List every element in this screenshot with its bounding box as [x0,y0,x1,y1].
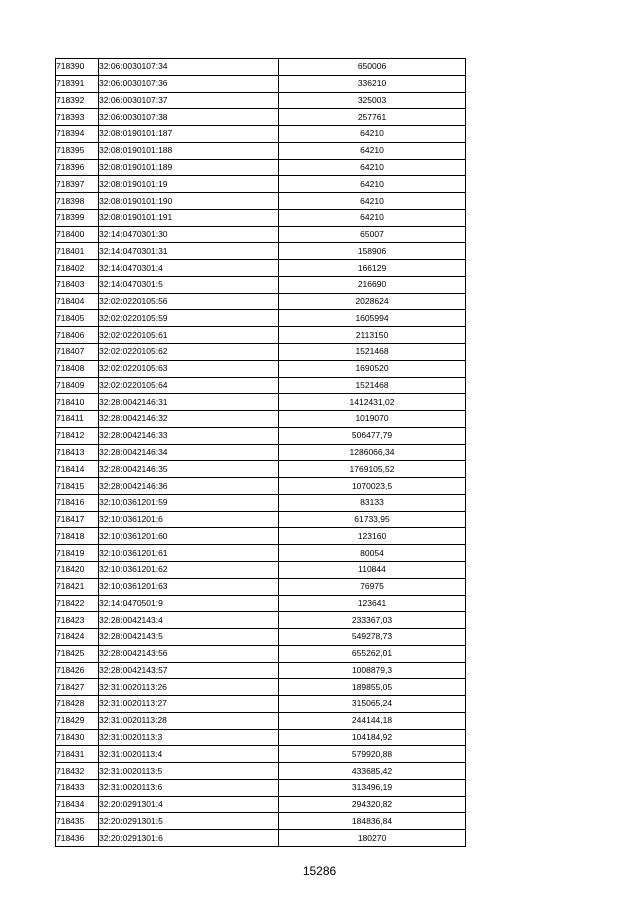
row-number-cell: 718398 [56,193,99,210]
row-number-cell: 718391 [56,75,99,92]
row-number-cell: 718424 [56,629,99,646]
row-number-cell: 718428 [56,696,99,713]
table-row [56,830,466,847]
table-row [56,528,466,545]
cadastral-number-cell: 32:02:0220105:62 [99,344,279,361]
row-number-cell: 718410 [56,394,99,411]
cadastral-number-cell: 32:08:0190101:187 [99,126,279,143]
cadastral-value-cell: 313496,19 [279,779,466,796]
page-number: 15286 [302,864,337,878]
table-row [56,276,466,293]
cadastral-value-cell: 336210 [279,75,466,92]
row-number-cell: 718431 [56,746,99,763]
cadastral-value-cell: 1008879,3 [279,662,466,679]
cadastral-value-cell: 65007 [279,226,466,243]
cadastral-value-cell: 1286066,34 [279,444,466,461]
cadastral-number-cell: 32:06:0030107:36 [99,75,279,92]
table-row [56,712,466,729]
table-row [56,75,466,92]
table-body [56,59,466,847]
cadastral-value-cell: 655262,01 [279,645,466,662]
row-number-cell: 718394 [56,126,99,143]
cadastral-number-cell: 32:28:0042143:57 [99,662,279,679]
cadastral-number-cell: 32:31:0020113:5 [99,763,279,780]
table-row [56,360,466,377]
table-row [56,394,466,411]
cadastral-number-cell: 32:08:0190101:19 [99,176,279,193]
row-number-cell: 718399 [56,209,99,226]
cadastral-value-cell: 2028624 [279,293,466,310]
cadastral-value-cell: 1521468 [279,377,466,394]
cadastral-number-cell: 32:02:0220105:61 [99,327,279,344]
cadastral-number-cell: 32:02:0220105:64 [99,377,279,394]
cadastral-number-cell: 32:28:0042143:5 [99,629,279,646]
row-number-cell: 718412 [56,427,99,444]
table-row [56,109,466,126]
cadastral-number-cell: 32:02:0220105:59 [99,310,279,327]
row-number-cell: 718435 [56,813,99,830]
cadastral-value-cell: 76975 [279,578,466,595]
row-number-cell: 718423 [56,612,99,629]
row-number-cell: 718393 [56,109,99,126]
cadastral-value-cell: 2113150 [279,327,466,344]
cadastral-number-cell: 32:20:0291301:4 [99,796,279,813]
cadastral-number-cell: 32:02:0220105:56 [99,293,279,310]
table-row [56,427,466,444]
table-row [56,763,466,780]
cadastral-number-cell: 32:14:0470301:30 [99,226,279,243]
row-number-cell: 718427 [56,679,99,696]
cadastral-number-cell: 32:28:0042146:35 [99,461,279,478]
cadastral-value-cell: 123160 [279,528,466,545]
cadastral-number-cell: 32:14:0470501:9 [99,595,279,612]
cadastral-number-cell: 32:06:0030107:38 [99,109,279,126]
table-row [56,377,466,394]
table-row [56,310,466,327]
table-row [56,159,466,176]
cadastral-value-cell: 166129 [279,260,466,277]
cadastral-number-cell: 32:28:0042146:36 [99,478,279,495]
table-row [56,746,466,763]
row-number-cell: 718404 [56,293,99,310]
cadastral-number-cell: 32:20:0291301:6 [99,830,279,847]
cadastral-value-cell: 64210 [279,193,466,210]
table-row [56,578,466,595]
row-number-cell: 718407 [56,344,99,361]
cadastral-number-cell: 32:28:0042143:56 [99,645,279,662]
cadastral-value-cell: 64210 [279,176,466,193]
row-number-cell: 718418 [56,528,99,545]
row-number-cell: 718426 [56,662,99,679]
row-number-cell: 718420 [56,561,99,578]
row-number-cell: 718411 [56,411,99,428]
table-row [56,494,466,511]
row-number-cell: 718415 [56,478,99,495]
row-number-cell: 718413 [56,444,99,461]
row-number-cell: 718401 [56,243,99,260]
table-row [56,511,466,528]
table-row [56,545,466,562]
cadastral-value-cell: 579920,88 [279,746,466,763]
table-row [56,813,466,830]
table-row [56,344,466,361]
cadastral-value-cell: 64210 [279,159,466,176]
cadastral-value-cell: 123641 [279,595,466,612]
cadastral-number-cell: 32:14:0470301:5 [99,276,279,293]
table-row [56,243,466,260]
cadastral-value-cell: 433685,42 [279,763,466,780]
cadastral-value-cell: 1019070 [279,411,466,428]
row-number-cell: 718429 [56,712,99,729]
cadastral-number-cell: 32:08:0190101:189 [99,159,279,176]
cadastral-number-cell: 32:28:0042146:33 [99,427,279,444]
cadastral-number-cell: 32:06:0030107:37 [99,92,279,109]
cadastral-number-cell: 32:10:0361201:63 [99,578,279,595]
table-row [56,327,466,344]
row-number-cell: 718425 [56,645,99,662]
table-row [56,779,466,796]
table-row [56,561,466,578]
table-row [56,59,466,76]
row-number-cell: 718396 [56,159,99,176]
table-row [56,796,466,813]
row-number-cell: 718390 [56,59,99,76]
cadastral-value-cell: 549278,73 [279,629,466,646]
cadastral-value-cell: 64210 [279,209,466,226]
cadastral-number-cell: 32:20:0291301:5 [99,813,279,830]
table-row [56,478,466,495]
row-number-cell: 718392 [56,92,99,109]
cadastral-value-cell: 233367,03 [279,612,466,629]
row-number-cell: 718408 [56,360,99,377]
row-number-cell: 718433 [56,779,99,796]
cadastral-value-cell: 216690 [279,276,466,293]
cadastral-number-cell: 32:10:0361201:6 [99,511,279,528]
cadastral-number-cell: 32:08:0190101:188 [99,142,279,159]
row-number-cell: 718430 [56,729,99,746]
table-row [56,696,466,713]
cadastral-number-cell: 32:02:0220105:63 [99,360,279,377]
row-number-cell: 718397 [56,176,99,193]
table-row [56,629,466,646]
cadastral-value-cell: 1605994 [279,310,466,327]
row-number-cell: 718417 [56,511,99,528]
table-row [56,645,466,662]
row-number-cell: 718403 [56,276,99,293]
cadastral-value-cell: 244144,18 [279,712,466,729]
cadastral-number-cell: 32:31:0020113:28 [99,712,279,729]
cadastral-value-cell: 1412431,02 [279,394,466,411]
cadastral-value-table [55,58,466,847]
row-number-cell: 718406 [56,327,99,344]
cadastral-number-cell: 32:31:0020113:27 [99,696,279,713]
cadastral-value-cell: 61733,95 [279,511,466,528]
table-row [56,612,466,629]
row-number-cell: 718421 [56,578,99,595]
cadastral-number-cell: 32:28:0042146:32 [99,411,279,428]
cadastral-value-cell: 315065,24 [279,696,466,713]
table-row [56,595,466,612]
cadastral-value-cell: 325003 [279,92,466,109]
table-row [56,176,466,193]
cadastral-number-cell: 32:28:0042143:4 [99,612,279,629]
cadastral-value-cell: 1521468 [279,344,466,361]
row-number-cell: 718405 [56,310,99,327]
row-number-cell: 718432 [56,763,99,780]
table-row [56,260,466,277]
cadastral-value-cell: 180270 [279,830,466,847]
row-number-cell: 718419 [56,545,99,562]
cadastral-number-cell: 32:10:0361201:62 [99,561,279,578]
table-row [56,662,466,679]
row-number-cell: 718416 [56,494,99,511]
cadastral-value-cell: 294320,82 [279,796,466,813]
cadastral-value-cell: 110844 [279,561,466,578]
cadastral-number-cell: 32:06:0030107:34 [99,59,279,76]
cadastral-number-cell: 32:08:0190101:190 [99,193,279,210]
table-row [56,411,466,428]
table-row [56,193,466,210]
cadastral-value-cell: 650006 [279,59,466,76]
table-row [56,209,466,226]
table-row [56,126,466,143]
table-row [56,142,466,159]
cadastral-value-cell: 257761 [279,109,466,126]
table-row [56,679,466,696]
cadastral-number-cell: 32:10:0361201:61 [99,545,279,562]
cadastral-value-cell: 506477,79 [279,427,466,444]
cadastral-number-cell: 32:10:0361201:59 [99,494,279,511]
cadastral-value-cell: 64210 [279,142,466,159]
cadastral-value-cell: 64210 [279,126,466,143]
table-row [56,461,466,478]
row-number-cell: 718436 [56,830,99,847]
cadastral-value-cell: 1690520 [279,360,466,377]
cadastral-value-cell: 1070023,5 [279,478,466,495]
cadastral-value-cell: 158906 [279,243,466,260]
row-number-cell: 718422 [56,595,99,612]
table-row [56,226,466,243]
cadastral-number-cell: 32:14:0470301:4 [99,260,279,277]
table-row [56,293,466,310]
table-row [56,92,466,109]
cadastral-value-cell: 189855,05 [279,679,466,696]
cadastral-value-cell: 80054 [279,545,466,562]
cadastral-number-cell: 32:31:0020113:26 [99,679,279,696]
cadastral-value-cell: 104184,92 [279,729,466,746]
cadastral-value-cell: 83133 [279,494,466,511]
row-number-cell: 718395 [56,142,99,159]
cadastral-number-cell: 32:31:0020113:6 [99,779,279,796]
cadastral-number-cell: 32:31:0020113:4 [99,746,279,763]
cadastral-number-cell: 32:28:0042146:34 [99,444,279,461]
row-number-cell: 718434 [56,796,99,813]
cadastral-number-cell: 32:10:0361201:60 [99,528,279,545]
cadastral-value-cell: 184836,84 [279,813,466,830]
cadastral-number-cell: 32:28:0042146:31 [99,394,279,411]
row-number-cell: 718409 [56,377,99,394]
table-row [56,444,466,461]
cadastral-number-cell: 32:31:0020113:3 [99,729,279,746]
table-row [56,729,466,746]
row-number-cell: 718402 [56,260,99,277]
row-number-cell: 718414 [56,461,99,478]
row-number-cell: 718400 [56,226,99,243]
cadastral-number-cell: 32:14:0470301:31 [99,243,279,260]
cadastral-number-cell: 32:08:0190101:191 [99,209,279,226]
cadastral-value-cell: 1769105,52 [279,461,466,478]
